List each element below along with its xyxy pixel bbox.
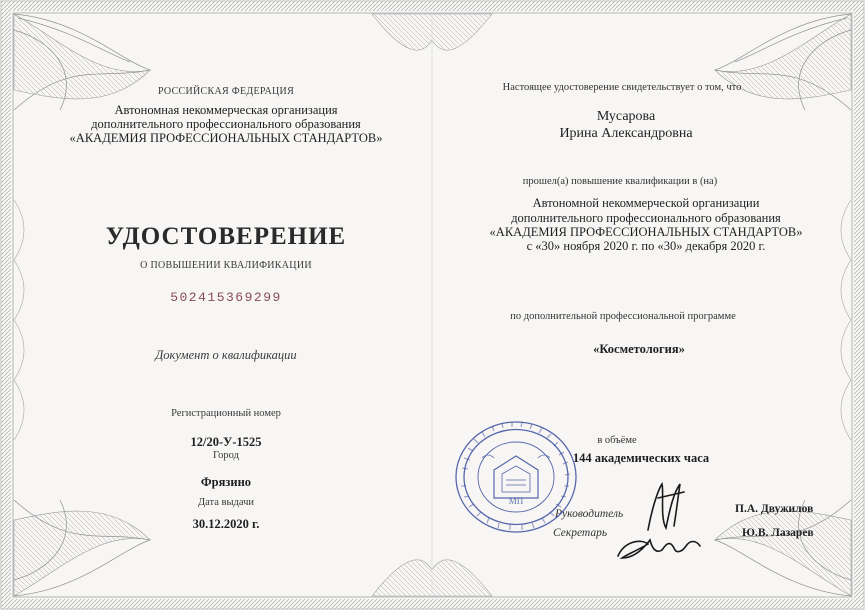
reg-number-value: 12/20-У-1525	[190, 435, 262, 449]
city-label: Город	[213, 450, 239, 461]
issue-date-label: Дата выдачи	[197, 497, 255, 508]
serial-number: 502415369299	[170, 290, 282, 305]
city-value: Фрязино	[200, 475, 252, 489]
head-label: Руководитель	[555, 508, 624, 520]
official-stamp-icon	[452, 418, 580, 536]
document-subtitle: О ПОВЫШЕНИИ КВАЛИФИКАЦИИ	[140, 260, 312, 271]
volume-label: в объёме	[597, 435, 637, 446]
issuer-org-line1: Автономная некоммерческая организация	[114, 103, 338, 117]
issue-date-value: 30.12.2020 г.	[192, 517, 260, 531]
document-title: УДОСТОВЕРЕНИЕ	[105, 223, 347, 250]
head-name: П.А. Двужилов	[735, 503, 814, 515]
program-label: по дополнительной профессиональной программе	[510, 311, 736, 322]
issuer-org-line2: дополнительного профессионального образования	[91, 117, 361, 131]
training-org-line3: «АКАДЕМИЯ ПРОФЕССИОНАЛЬНЫХ СТАНДАРТОВ»	[489, 225, 803, 239]
secretary-name: Ю.В. Лазарев	[742, 527, 814, 539]
secretary-label: Секретарь	[553, 527, 608, 539]
passed-text: прошел(а) повышение квалификации в (на)	[522, 176, 718, 187]
intro-text: Настоящее удостоверение свидетельствует о том, что	[502, 82, 742, 93]
issuer-org-line3: «АКАДЕМИЯ ПРОФЕССИОНАЛЬНЫХ СТАНДАРТОВ»	[69, 131, 383, 145]
secretary-signature-icon	[614, 528, 704, 564]
training-org-line2: дополнительного профессионального образования	[511, 211, 781, 225]
volume-value: 144 академических часа	[572, 451, 710, 465]
reg-number-label: Регистрационный номер	[171, 408, 281, 419]
holder-name: Ирина Александровна	[559, 126, 693, 141]
holder-surname: Мусарова	[596, 109, 656, 124]
country-label: РОССИЙСКАЯ ФЕДЕРАЦИЯ	[157, 86, 295, 97]
training-org-line1: Автономной некоммерческой организации	[532, 196, 760, 210]
document-type: Документ о квалификации	[155, 348, 297, 362]
training-period: с «30» ноября 2020 г. по «30» декабря 2020 г.	[526, 239, 766, 253]
stamp-center-text: МП	[508, 496, 524, 506]
program-name: «Косметология»	[593, 342, 685, 356]
